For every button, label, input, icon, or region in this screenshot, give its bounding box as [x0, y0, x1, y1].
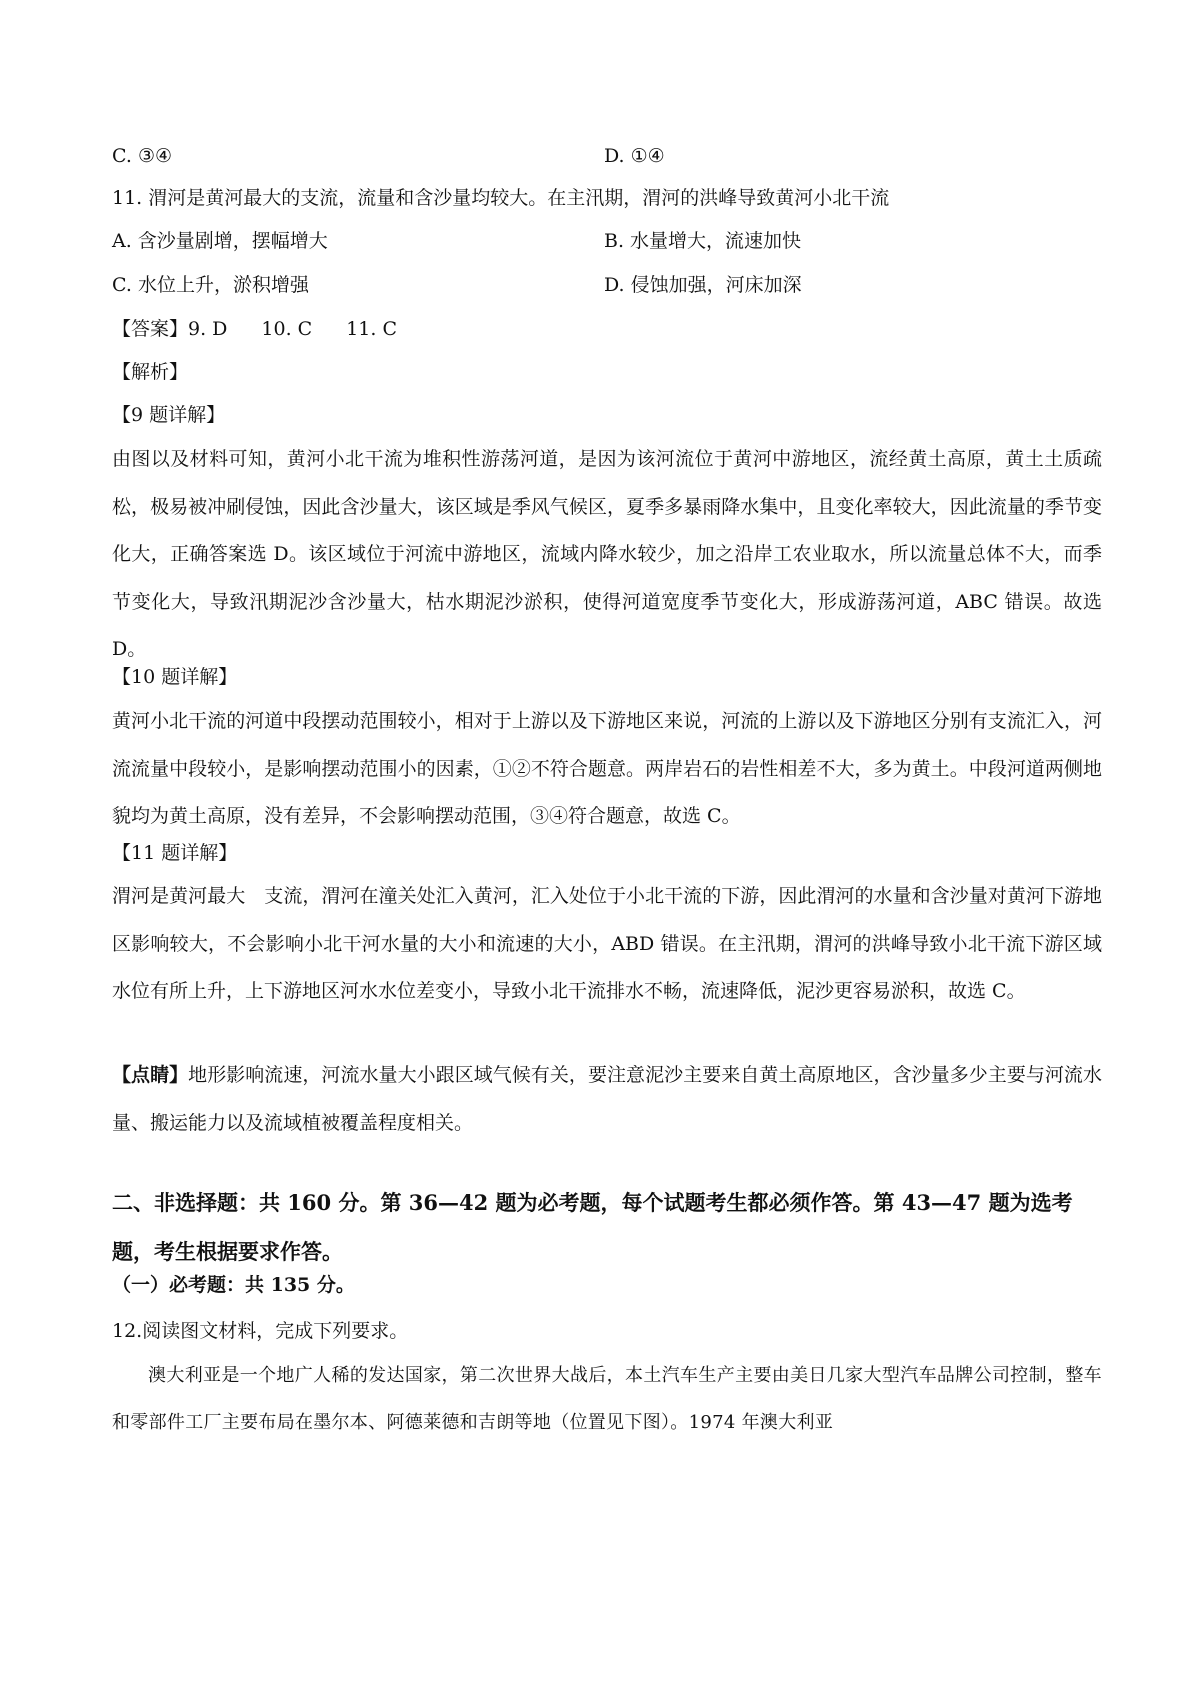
detail-9-text: 由图以及材料可知，黄河小北干流为堆积性游荡河道，是因为该河流位于黄河中游地区，流经黄土高原，黄土土质疏松，极易被冲刷侵蚀，因此含沙量大，该区域是季风气候区，夏季多暴雨降水集中，且变化率较大，因此流量的季节变化大，正确答案选 D。该区域位于河流中游地区，流域内降水较少，加之沿岸工农业取水，所以流量总体不大，而季节变化大，导致汛期泥沙含沙量大，枯水期泥沙淤积，使得河道宽度季节变化大，形成游荡河道，ABC 错误。故选 D。	[112, 448, 1102, 660]
analysis-label: 【解析】	[112, 361, 189, 383]
detail-9-title: 【9 题详解】	[112, 404, 226, 426]
answer-label: 【答案】	[112, 318, 189, 340]
q10-option-d: D. ①④	[604, 145, 665, 167]
detail-10-title: 【10 题详解】	[112, 666, 238, 688]
q10-option-c: C. ③④	[112, 145, 173, 167]
q12-stem: 12.阅读图文材料，完成下列要求。	[112, 1320, 409, 1342]
detail-10-text: 黄河小北干流的河道中段摆动范围较小，相对于上游以及下游地区来说，河流的上游以及下游地区分别有支流汇入，河流流量中段较小，是影响摆动范围小的因素，①②不符合题意。两岸岩石的岩性相差不大，多为黄土。中段河道两侧地貌均为黄土高原，没有差异，不会影响摆动范围，③④符合题意，故选 C。	[112, 710, 1102, 827]
section-2-subheading: （一）必考题：共 135 分。	[112, 1274, 355, 1296]
section-2-heading: 二、非选择题：共 160 分。第 36—42 题为必考题，每个试题考生都必须作答。第 43—47 题为选考题，考生根据要求作答。	[112, 1190, 1073, 1264]
answer-11: 11. C	[346, 318, 398, 340]
answer-10: 10. C	[261, 318, 313, 340]
detail-11-text: 渭河是黄河最大 支流，渭河在潼关处汇入黄河，汇入处位于小北干流的下游，因此渭河的水量和含沙量对黄河下游地区影响较大，不会影响小北干河水量的大小和流速的大小，ABD 错误。在主汛期，渭河的洪峰导致小北干流下游区域水位有所上升，上下游地区河水水位差变小，导致小北干流排水不畅，流速降低，泥沙更容易淤积，故选 C。	[112, 885, 1102, 1002]
answer-9: 9. D	[188, 318, 228, 340]
highlight-label: 【点睛】	[112, 1064, 189, 1086]
q11-stem: 11. 渭河是黄河最大的支流，流量和含沙量均较大。在主汛期，渭河的洪峰导致黄河小北干流	[112, 187, 890, 209]
highlight-paragraph	[112, 1052, 1102, 1147]
q11-option-d: D. 侵蚀加强，河床加深	[604, 274, 802, 296]
answer-line	[112, 317, 397, 341]
highlight-text: 地形影响流速，河流水量大小跟区域气候有关，要注意泥沙主要来自黄土高原地区，含沙量多少主要与河流水量、搬运能力以及流域植被覆盖程度相关。	[112, 1064, 1102, 1134]
q11-option-c: C. 水位上升，淤积增强	[112, 274, 309, 296]
q11-option-a: A. 含沙量剧增，摆幅增大	[112, 230, 328, 252]
q11-option-b: B. 水量增大，流速加快	[604, 230, 802, 252]
detail-11-title: 【11 题详解】	[112, 842, 238, 864]
q12-material: 澳大利亚是一个地广人稀的发达国家，第二次世界大战后，本土汽车生产主要由美日几家大型汽车品牌公司控制，整车和零部件工厂主要布局在墨尔本、阿德莱德和吉朗等地（位置见下图）。1974 年澳大利亚	[112, 1365, 1102, 1433]
